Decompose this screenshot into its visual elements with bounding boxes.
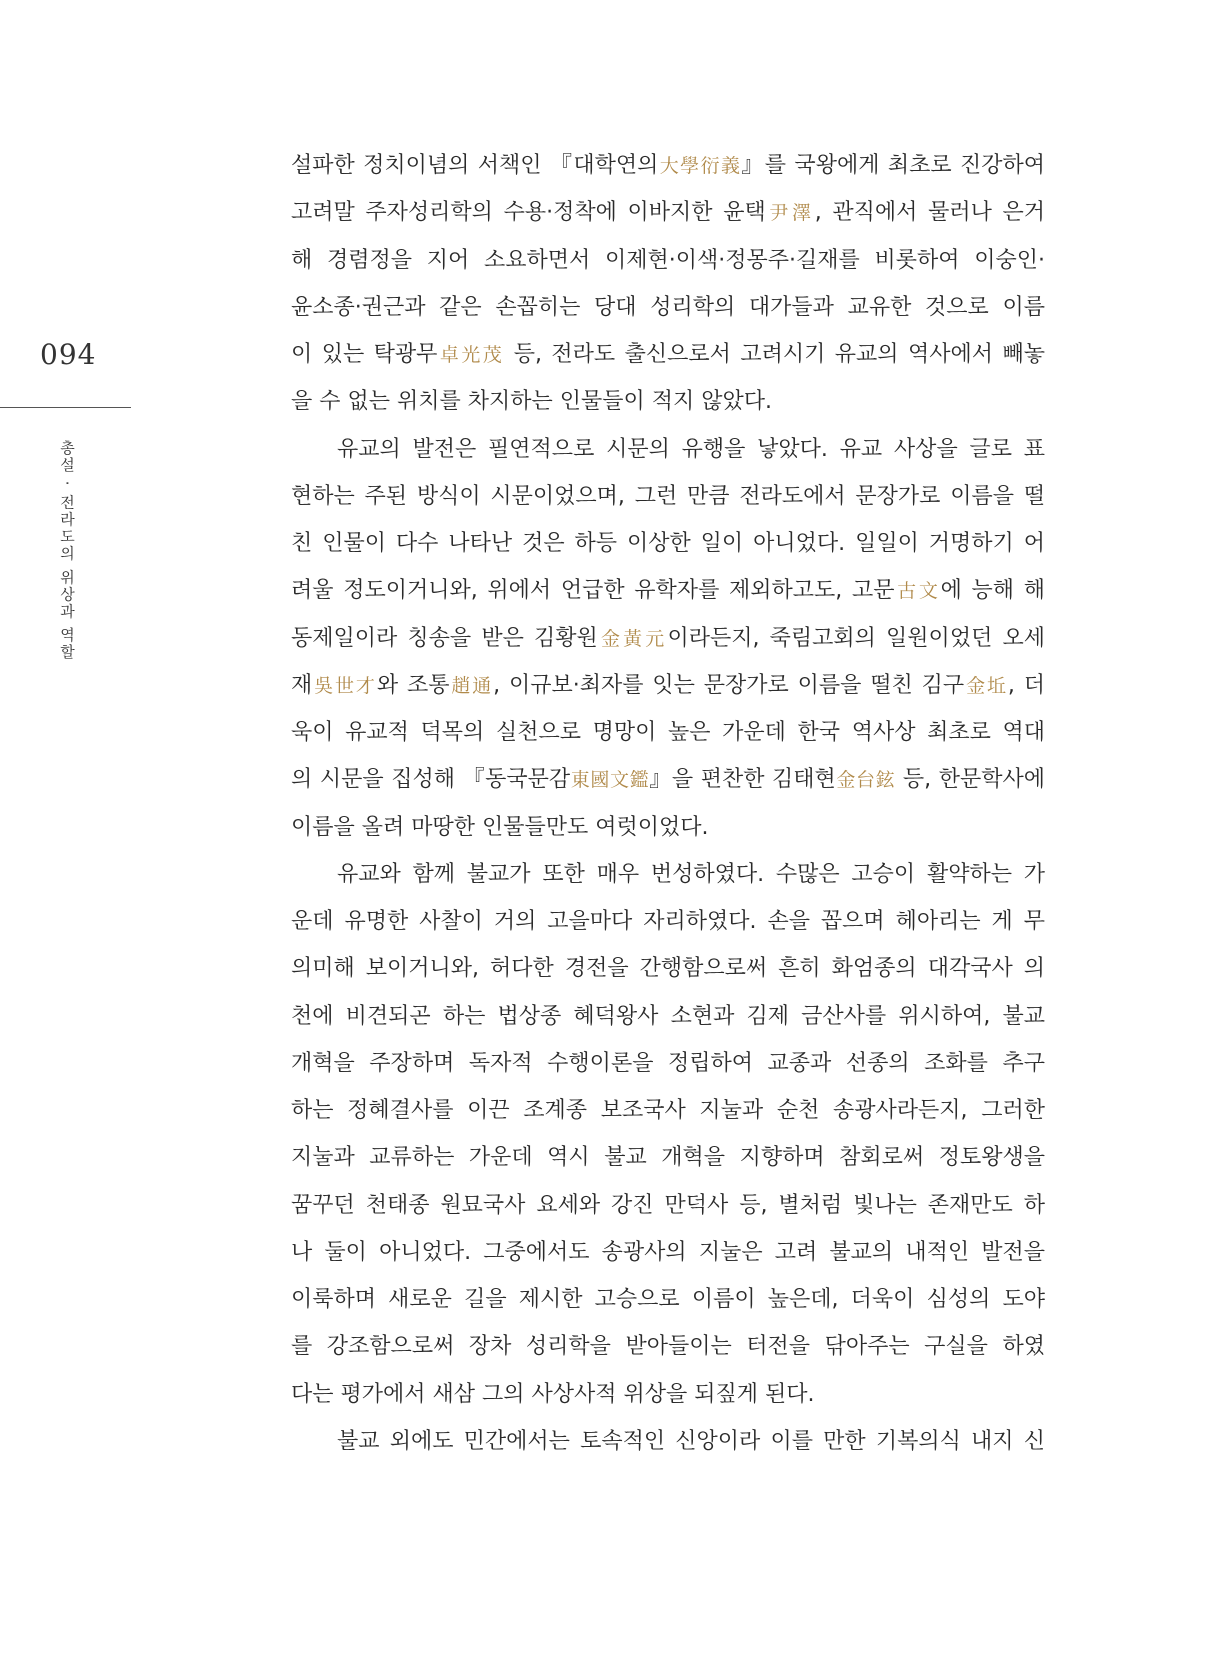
divider-rule: [0, 407, 131, 408]
hanja-annotation: 金台鉉: [835, 769, 896, 792]
hanja-annotation: 金坵: [964, 674, 1008, 697]
text-segment: 운데 유명한 사찰이 거의 고을마다 자리하였다. 손을 꼽으며 헤아리는 게 무: [291, 909, 1045, 934]
text-segment: 의 시문을 집성해 『동국문감: [291, 767, 571, 793]
text-segment: 이 있는 탁광무: [291, 342, 438, 367]
text-segment: , 이규보·최자를 잇는 문장가로 이름을 떨친 김구: [493, 672, 965, 698]
text-line: [291, 1280, 1045, 1327]
text-line: [291, 430, 1045, 477]
text-segment: 』을 편찬한 김태현: [649, 767, 836, 793]
text-line: [291, 1327, 1045, 1374]
text-line: [291, 902, 1045, 949]
hanja-annotation: 趙通: [449, 674, 494, 697]
text-line: [291, 288, 1045, 335]
text-segment: 현하는 주된 방식이 시문이었으며, 그런 만큼 전라도에서 문장가로 이름을 떨: [291, 483, 1045, 509]
text-segment: 이라든지, 죽림고회의 일원이었던 오세: [667, 625, 1045, 651]
text-segment: 에 능해 해: [940, 578, 1045, 604]
text-line: [291, 713, 1045, 760]
text-segment: 윤소종·권근과 같은 손꼽히는 당대 성리학의 대가들과 교유한 것으로 이름: [291, 294, 1045, 320]
text-line: [291, 1091, 1045, 1138]
text-segment: 천에 비견되곤 하는 법상종 혜덕왕사 소현과 김제 금산사를 위시하여, 불교: [291, 1003, 1045, 1029]
text-segment: 이름을 올려 마땅한 인물들만도 여럿이었다.: [291, 814, 709, 840]
page-number: 094: [40, 338, 97, 371]
text-segment: 유교와 함께 불교가 또한 매우 번성하였다. 수많은 고승이 활약하는 가: [337, 861, 1045, 887]
text-segment: 다는 평가에서 새삼 그의 사상사적 위상을 되짚게 된다.: [291, 1381, 815, 1407]
text-line: [291, 1422, 1045, 1469]
text-line: [291, 241, 1045, 288]
text-segment: 을 수 없는 위치를 차지하는 인물들이 적지 않았다.: [291, 389, 772, 415]
text-line: [291, 666, 1045, 713]
text-line: [291, 382, 1045, 429]
text-segment: 친 인물이 다수 나타난 것은 하등 이상한 일이 아니었다. 일일이 거명하기 어: [291, 531, 1045, 556]
text-segment: 등, 전라도 출신으로서 고려시기 유교의 역사에서 빼놓: [504, 342, 1045, 367]
text-segment: , 관직에서 물러나 은거: [814, 200, 1045, 226]
text-line: [291, 1233, 1045, 1280]
text-line: [291, 1375, 1045, 1422]
text-line: [291, 524, 1045, 571]
text-segment: 하는 정혜결사를 이끈 조계종 보조국사 지눌과 순천 송광사라든지, 그러한: [291, 1098, 1045, 1123]
hanja-annotation: 吳世才: [312, 674, 377, 697]
text-segment: , 더: [1007, 672, 1045, 698]
text-segment: 욱이 유교적 덕목의 실천으로 명망이 높은 가운데 한국 역사상 최초로 역대: [291, 720, 1045, 745]
text-line: [291, 808, 1045, 855]
text-segment: 재: [291, 672, 313, 698]
text-segment: 불교 외에도 민간에서는 토속적인 신앙이라 이를 만한 기복의식 내지 신: [337, 1428, 1045, 1454]
hanja-annotation: 大學衍義: [658, 155, 742, 177]
text-line: [291, 571, 1045, 618]
text-line: [291, 855, 1045, 902]
text-segment: 를 강조함으로써 장차 성리학을 받아들이는 터전을 닦아주는 구실을 하였: [291, 1334, 1045, 1360]
text-line: [291, 997, 1045, 1044]
text-line: [291, 146, 1045, 193]
text-segment: 꿈꾸던 천태종 원묘국사 요세와 강진 만덕사 등, 별처럼 빛나는 존재만도 하: [291, 1192, 1045, 1218]
text-line: [291, 1044, 1045, 1091]
text-line: [291, 335, 1045, 382]
text-segment: 설파한 정치이념의 서책인 『대학연의: [291, 153, 659, 178]
text-segment: 등, 한문학사에: [895, 767, 1045, 793]
hanja-annotation: 卓光茂: [437, 344, 505, 366]
text-line: [291, 193, 1045, 240]
running-head: 총설 · 전라도의 위상과 역할: [58, 440, 76, 661]
text-line: [291, 619, 1045, 666]
text-segment: 이룩하며 새로운 길을 제시한 고승으로 이름이 높은데, 더욱이 심성의 도야: [291, 1287, 1045, 1312]
text-segment: 해 경렴정을 지어 소요하면서 이제현·이색·정몽주·길재를 비롯하여 이숭인·: [291, 247, 1045, 273]
text-segment: 와 조통: [376, 672, 450, 698]
text-segment: 의미해 보이거니와, 허다한 경전을 간행함으로써 흔히 화엄종의 대각국사 의: [291, 956, 1045, 982]
text-line: [291, 949, 1045, 996]
text-segment: 나 둘이 아니었다. 그중에서도 송광사의 지눌은 고려 불교의 내적인 발전을: [291, 1239, 1045, 1265]
hanja-annotation: 金黃元: [597, 627, 668, 650]
hanja-annotation: 古文: [894, 580, 941, 603]
hanja-annotation: 尹澤: [765, 202, 815, 225]
text-segment: 고려말 주자성리학의 수용·정착에 이바지한 윤택: [291, 200, 766, 226]
text-segment: 지눌과 교류하는 가운데 역시 불교 개혁을 지향하며 참회로써 정토왕생을: [291, 1145, 1045, 1171]
text-line: [291, 1138, 1045, 1185]
text-segment: 유교의 발전은 필연적으로 시문의 유행을 낳았다. 유교 사상을 글로 표: [337, 436, 1045, 462]
text-segment: 동제일이라 칭송을 받은 김황원: [291, 625, 598, 651]
text-segment: 개혁을 주장하며 독자적 수행이론을 정립하여 교종과 선종의 조화를 추구: [291, 1050, 1045, 1076]
text-line: [291, 477, 1045, 524]
text-line: [291, 1186, 1045, 1233]
text-segment: 려울 정도이거니와, 위에서 언급한 유학자를 제외하고도, 고문: [291, 578, 895, 604]
hanja-annotation: 東國文鑑: [570, 769, 650, 792]
body-text: [291, 146, 1045, 1469]
text-segment: 』를 국왕에게 최초로 진강하여: [741, 153, 1045, 178]
text-line: [291, 760, 1045, 807]
